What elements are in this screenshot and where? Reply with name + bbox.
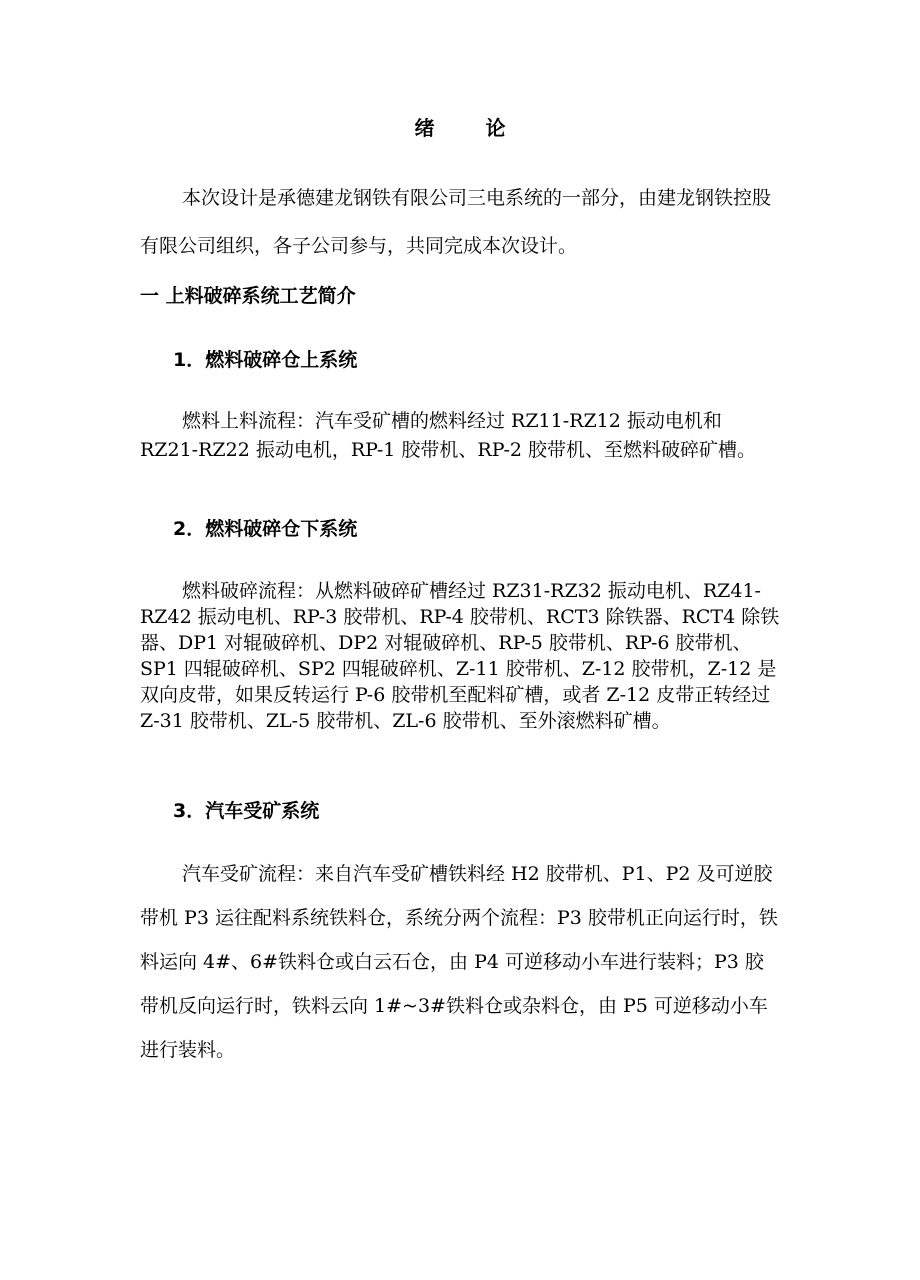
section-heading: 一 上料破碎系统工艺简介 (140, 285, 356, 307)
subsection-body-1: 燃料上料流程：汽车受矿槽的燃料经过 RZ11-RZ12 振动电机和 RZ21-RZ22 振动电机，RP-1 胶带机、RP-2 胶带机、至燃料破碎矿槽。 (140, 410, 757, 461)
subsection-body-3: 汽车受矿流程：来自汽车受矿槽铁料经 H2 胶带机、P1、P2 及可逆胶带机 P3 运往配料系统铁料仓，系统分两个流程：P3 胶带机正向运行时，铁料运向 4#、6#铁料仓或白云石仓，由 P4 可逆移动小车进行装料；P3 胶带机反向运行时，铁料云向 1#~3#铁料仓或杂料仓，由 P5 可逆移动小车进行装料。 (140, 863, 778, 1061)
document-title: 绪 论 (414, 116, 528, 140)
subsection-heading-2: 2．燃料破碎仓下系统 (173, 518, 358, 540)
intro-paragraph: 本次设计是承德建龙钢铁有限公司三电系统的一部分，由建龙钢铁控股有限公司组织，各子公司参与，共同完成本次设计。 (140, 187, 772, 257)
subsection-heading-3: 3．汽车受矿系统 (173, 800, 320, 822)
subsection-heading-1: 1．燃料破碎仓上系统 (173, 349, 358, 371)
subsection-body-2: 燃料破碎流程：从燃料破碎矿槽经过 RZ31-RZ32 振动电机、RZ41-RZ42 振动电机、RP-3 胶带机、RP-4 胶带机、RCT3 除铁器、RCT4 除铁器、DP1 对辊破碎机、DP2 对辊破碎机、RP-5 胶带机、RP-6 胶带机、SP1 四辊破碎机、SP2 四辊破碎机、Z-11 胶带机、Z-12 胶带机，Z-12 是双向皮带，如果反转运行 P-6 胶带机至配料矿槽，或者 Z-12 皮带正转经过 Z-31 胶带机、ZL-5 胶带机、ZL-6 胶带机、至外滚燃料矿槽。 (140, 580, 780, 732)
